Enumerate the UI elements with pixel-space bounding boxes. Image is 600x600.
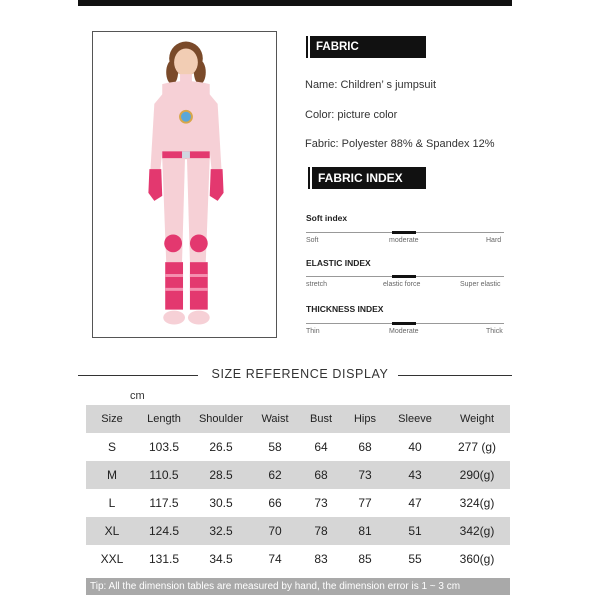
header-length: Length <box>138 405 190 433</box>
cell-sleeve: 43 <box>386 461 444 489</box>
thickness-index-marker <box>392 322 416 325</box>
cell-waist: 62 <box>252 461 298 489</box>
elastic-index-marker <box>392 275 416 278</box>
cell-weight: 290(g) <box>444 461 510 489</box>
soft-index-marker <box>392 231 416 234</box>
thickness-index-title: THICKNESS INDEX <box>306 304 384 314</box>
cell-waist: 58 <box>268 440 282 454</box>
cell-waist: 66 <box>268 496 282 510</box>
cell-size: L <box>108 496 116 510</box>
cell-shoulder: 32.5 <box>190 517 252 545</box>
size-reference-title: SIZE REFERENCE DISPLAY <box>211 367 389 381</box>
cell-shoulder: 34.5 <box>209 552 233 566</box>
unit-label: cm <box>130 390 145 402</box>
cell-weight: 360(g) <box>459 552 495 566</box>
elastic-label-high: Super elastic <box>460 281 501 288</box>
cell-size: XL <box>86 517 138 545</box>
cell-sleeve: 51 <box>386 517 444 545</box>
cell-size: S <box>107 440 116 454</box>
fabric-index-heading: FABRIC INDEX <box>312 167 426 189</box>
cell-hips: 85 <box>358 552 372 566</box>
cell-weight: 324(g) <box>459 496 495 510</box>
cell-length: 103.5 <box>148 440 180 454</box>
measurement-tip: Tip: All the dimension tables are measured by hand, the dimension error is 1 ~ 3 cm <box>86 578 510 595</box>
cell-length: 110.5 <box>138 461 190 489</box>
cell-length: 131.5 <box>148 552 180 566</box>
cell-waist: 70 <box>252 517 298 545</box>
cell-size: M <box>86 461 138 489</box>
cell-weight: 342(g) <box>444 517 510 545</box>
cell-weight: 277 (g) <box>457 440 497 454</box>
soft-index-title: Soft index <box>306 213 348 223</box>
cell-sleeve: 55 <box>408 552 422 566</box>
cell-bust: 64 <box>314 440 328 454</box>
cell-bust: 78 <box>298 517 344 545</box>
jumpsuit-illustration <box>93 32 276 337</box>
table-row <box>86 461 510 489</box>
cell-bust: 68 <box>298 461 344 489</box>
fabric-name: Name: Children’ s jumpsuit <box>305 79 437 91</box>
cell-sleeve: 47 <box>408 496 422 510</box>
soft-label-low: Soft <box>306 237 319 244</box>
cell-sleeve: 40 <box>408 440 422 454</box>
cell-bust: 73 <box>314 496 328 510</box>
cell-bust: 83 <box>314 552 328 566</box>
cell-shoulder: 26.5 <box>209 440 233 454</box>
top-bar <box>78 0 512 6</box>
cell-hips: 68 <box>358 440 372 454</box>
header-sleeve: Sleeve <box>386 405 444 433</box>
cell-size: XXL <box>100 552 124 566</box>
cell-length: 124.5 <box>138 517 190 545</box>
table-row <box>86 545 510 573</box>
cell-length: 117.5 <box>149 496 179 510</box>
header-size: Size <box>86 405 138 433</box>
elastic-label-mid: elastic force <box>383 281 421 288</box>
size-table <box>86 405 510 573</box>
cell-hips: 81 <box>344 517 386 545</box>
thickness-label-mid: Moderate <box>389 328 419 335</box>
size-title-rule-right <box>398 375 512 376</box>
cell-shoulder: 28.5 <box>190 461 252 489</box>
product-photo <box>92 31 277 338</box>
soft-label-high: Hard <box>486 237 502 244</box>
header-bust: Bust <box>298 405 344 433</box>
header-shoulder: Shoulder <box>190 405 252 433</box>
cell-shoulder: 30.5 <box>209 496 233 510</box>
fabric-color: Color: picture color <box>305 109 398 121</box>
elastic-index-title: ELASTIC INDEX <box>306 258 371 268</box>
thickness-label-high: Thick <box>486 328 503 335</box>
size-table-header <box>86 405 510 433</box>
header-hips: Hips <box>344 405 386 433</box>
cell-hips: 77 <box>358 496 372 510</box>
table-row <box>86 517 510 545</box>
cell-hips: 73 <box>344 461 386 489</box>
thickness-label-low: Thin <box>306 328 320 335</box>
fabric-composition: Fabric: Polyester 88% & Spandex 12% <box>305 138 495 150</box>
elastic-label-low: stretch <box>306 281 328 288</box>
table-row <box>86 433 510 461</box>
header-waist: Waist <box>252 405 298 433</box>
fabric-information-heading: FABRIC INFORMATION <box>310 36 426 58</box>
soft-label-mid: moderate <box>389 237 419 244</box>
cell-waist: 74 <box>268 552 282 566</box>
header-weight: Weight <box>444 405 510 433</box>
table-row <box>86 489 510 517</box>
